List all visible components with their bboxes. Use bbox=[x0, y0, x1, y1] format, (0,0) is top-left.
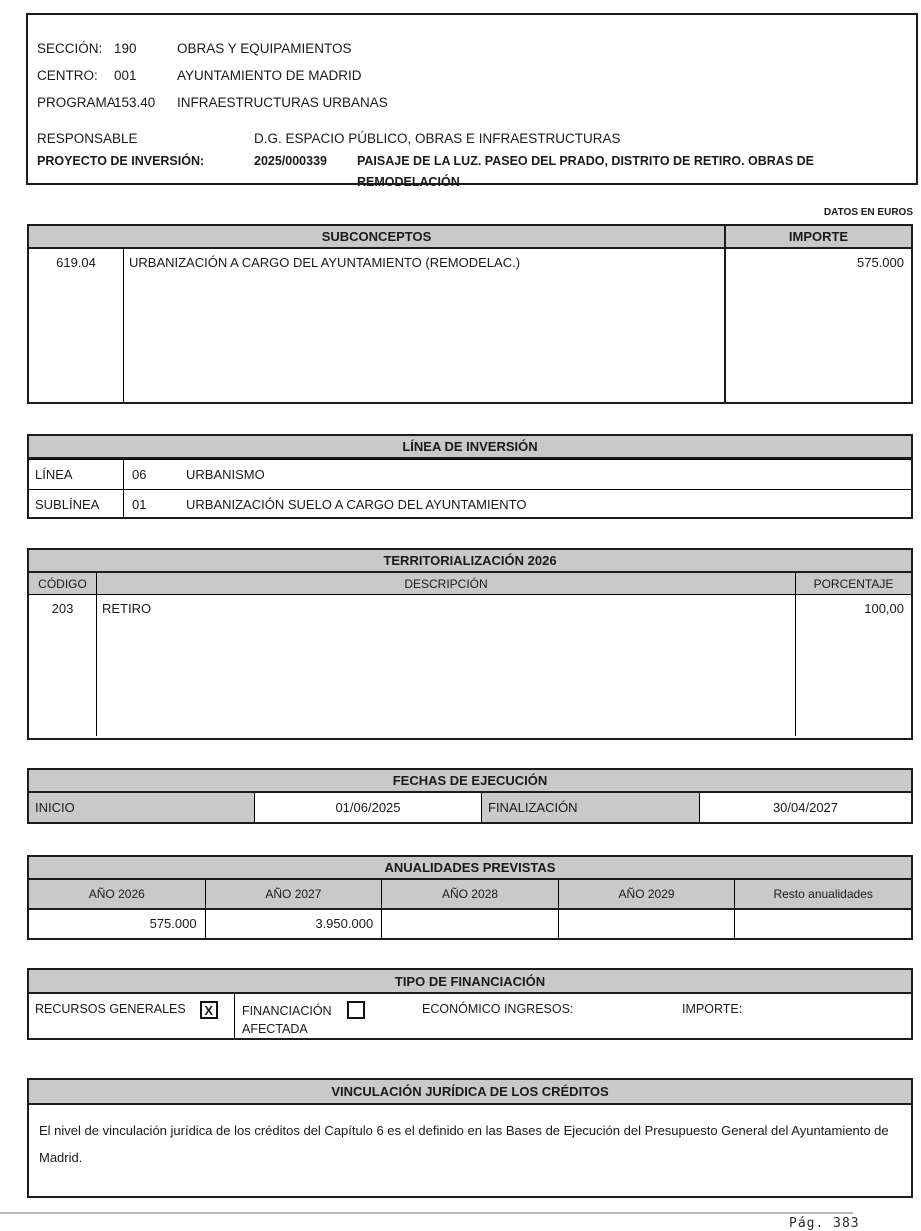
anualidad-header-resto: Resto anualidades bbox=[773, 887, 873, 901]
descripcion-column-header: DESCRIPCIÓN bbox=[97, 573, 796, 594]
fechas-ejecucion-title: FECHAS DE EJECUCIÓN bbox=[29, 770, 911, 793]
sublinea-label: SUBLÍNEA bbox=[29, 490, 124, 519]
anualidad-header-2029: AÑO 2029 bbox=[559, 880, 736, 908]
vinculacion-juridica-table bbox=[27, 1078, 913, 1198]
anualidad-header-2027: AÑO 2027 bbox=[206, 880, 383, 908]
recursos-generales-cell bbox=[29, 994, 235, 1039]
economico-ingresos-label: ECONÓMICO INGRESOS: bbox=[422, 1002, 574, 1016]
anualidades-table bbox=[27, 855, 913, 940]
fechas-row bbox=[29, 793, 911, 822]
territorio-codigo: 203 bbox=[29, 595, 97, 736]
responsable-row bbox=[37, 125, 916, 151]
subconceptos-body bbox=[29, 249, 911, 402]
recursos-generales-checkbox: X bbox=[200, 1001, 218, 1019]
subconcepto-code: 619.04 bbox=[29, 249, 124, 402]
subconceptos-title: SUBCONCEPTOS bbox=[29, 226, 726, 247]
anualidades-column-headers bbox=[29, 880, 911, 910]
proyecto-row bbox=[37, 151, 916, 193]
proyecto-name: PAISAJE DE LA LUZ. PASEO DEL PRADO, DISTRITO DE RETIRO. OBRAS DE REMODELACIÓN bbox=[357, 154, 814, 189]
sublinea-code: 01 bbox=[132, 497, 147, 512]
inicio-label: INICIO bbox=[29, 793, 255, 822]
anualidad-value-2027: 3.950.000 bbox=[206, 910, 383, 939]
linea-row bbox=[29, 459, 911, 489]
sublinea-description: URBANIZACIÓN SUELO A CARGO DEL AYUNTAMIENTO bbox=[186, 497, 527, 512]
linea-description: URBANISMO bbox=[186, 467, 265, 482]
centro-code: 001 bbox=[114, 68, 137, 83]
linea-code: 06 bbox=[132, 467, 147, 482]
financiacion-afectada-checkbox bbox=[347, 1001, 365, 1019]
anualidades-values-row bbox=[29, 910, 911, 939]
anualidad-value-2029 bbox=[559, 910, 736, 939]
page-number: Pág. 383 bbox=[789, 1216, 860, 1231]
linea-label: LÍNEA bbox=[29, 460, 124, 489]
proyecto-code: 2025/000339 bbox=[254, 154, 327, 168]
subconcepto-description: URBANIZACIÓN A CARGO DEL AYUNTAMIENTO (REMODELAC.) bbox=[124, 249, 726, 402]
territorializacion-body bbox=[29, 595, 911, 736]
territorio-descripcion: RETIRO bbox=[97, 595, 796, 736]
subconceptos-table bbox=[27, 224, 913, 404]
financiacion-afectada-cell bbox=[235, 994, 390, 1039]
datos-en-euros-note: DATOS EN EUROS bbox=[823, 207, 913, 218]
importe-column-header: IMPORTE bbox=[788, 229, 849, 244]
programa-value: INFRAESTRUCTURAS URBANAS bbox=[177, 95, 388, 110]
finalizacion-date: 30/04/2027 bbox=[772, 800, 839, 815]
programa-row bbox=[37, 89, 916, 116]
seccion-code: 190 bbox=[114, 41, 137, 56]
vinculacion-juridica-text: El nivel de vinculación jurídica de los créditos del Capítulo 6 es el definido en las Bases de Ejecución del Presupuesto General del Ayuntamiento de Madrid. bbox=[39, 1123, 889, 1165]
subconceptos-header-row bbox=[29, 226, 911, 249]
financiacion-afectada-label: FINANCIACIÓN AFECTADA bbox=[242, 1004, 332, 1036]
anualidad-value-2026: 575.000 bbox=[29, 910, 206, 939]
territorializacion-table bbox=[27, 548, 913, 740]
fechas-ejecucion-table bbox=[27, 768, 913, 824]
tipo-financiacion-title: TIPO DE FINANCIACIÓN bbox=[29, 970, 911, 994]
territorio-porcentaje: 100,00 bbox=[864, 601, 904, 616]
linea-inversion-title: LÍNEA DE INVERSIÓN bbox=[29, 436, 911, 459]
inicio-date: 01/06/2025 bbox=[255, 793, 482, 822]
seccion-row bbox=[37, 35, 916, 62]
centro-row bbox=[37, 62, 916, 89]
centro-value: AYUNTAMIENTO DE MADRID bbox=[177, 68, 362, 83]
tipo-financiacion-table bbox=[27, 968, 913, 1040]
linea-inversion-table bbox=[27, 434, 913, 519]
vinculacion-juridica-title: VINCULACIÓN JURÍDICA DE LOS CRÉDITOS bbox=[29, 1080, 911, 1105]
programa-code: 153.40 bbox=[114, 95, 156, 110]
project-header-box bbox=[26, 13, 918, 189]
territorializacion-column-headers bbox=[29, 573, 911, 595]
footer-divider bbox=[0, 1212, 853, 1214]
financiacion-row bbox=[29, 994, 911, 1039]
seccion-label: SECCIÓN: bbox=[37, 41, 103, 56]
responsable-value: D.G. ESPACIO PÚBLICO, OBRAS E INFRAESTRUCTURAS bbox=[254, 130, 621, 146]
territorializacion-title: TERRITORIALIZACIÓN 2026 bbox=[29, 550, 911, 573]
seccion-value: OBRAS Y EQUIPAMIENTOS bbox=[177, 41, 352, 56]
sublinea-row bbox=[29, 489, 911, 519]
subconcepto-importe: 575.000 bbox=[857, 255, 904, 270]
anualidad-header-2028: AÑO 2028 bbox=[382, 880, 559, 908]
anualidad-value-resto bbox=[735, 910, 911, 939]
responsable-label: RESPONSABLE bbox=[37, 130, 138, 146]
proyecto-label: PROYECTO DE INVERSIÓN: bbox=[37, 154, 205, 168]
importe-label: IMPORTE: bbox=[682, 1002, 743, 1016]
anualidad-header-2026: AÑO 2026 bbox=[29, 880, 206, 908]
anualidad-value-2028 bbox=[382, 910, 559, 939]
anualidades-title: ANUALIDADES PREVISTAS bbox=[29, 857, 911, 880]
programa-label: PROGRAMA: bbox=[37, 95, 120, 110]
porcentaje-column-header: PORCENTAJE bbox=[813, 576, 894, 591]
centro-label: CENTRO: bbox=[37, 68, 98, 83]
finalizacion-label: FINALIZACIÓN bbox=[482, 793, 700, 822]
codigo-column-header: CÓDIGO bbox=[29, 573, 97, 594]
recursos-generales-label: RECURSOS GENERALES bbox=[35, 1002, 186, 1016]
